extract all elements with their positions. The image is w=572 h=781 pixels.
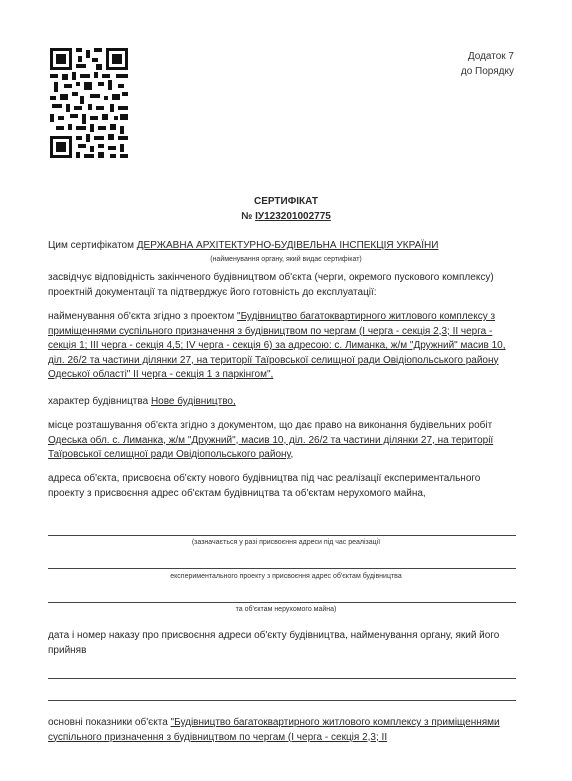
certificate-number: ІУ123201002775 xyxy=(255,211,331,222)
issuer-line xyxy=(48,240,438,251)
construction-type-value: Нове будівництво, xyxy=(150,396,236,407)
object-name-lead: найменування об'єкта згідно з проектом xyxy=(48,311,235,322)
number-prefix: № xyxy=(241,211,253,222)
order-rule-2 xyxy=(48,700,516,701)
object-name-value: "Будівництво багатоквартирного житлового комплексу з приміщеннями суспільного призначення з будівництвом по чергам (І черга - секція 2,3; ІІ черга - секція 1; ІІІ черга - секція 4,5; IV черга - секція 6) за адресою: с. Лиманка, ж/м "Дружний" масив 10, діл. 26/2 та частини ділянки 27, на території Таїровської селищної ради Овідіопольського району Одеської області" ІІ черга - секція 1 з паркінгом", xyxy=(48,311,506,380)
address-rule-1 xyxy=(48,535,516,536)
object-name-block xyxy=(48,310,518,383)
issuer-caption: (найменування органу, який видає сертифікат) xyxy=(210,256,362,263)
address-caption-3: та об'єктам нерухомого майна) xyxy=(235,606,337,613)
address-assigned-text: адреса об'єкта, присвоєна об'єкту нового будівництва під час реалізації експериментального проекту з присвоєння адрес об'єктам будівництва та об'єктам нерухомого майна, xyxy=(48,473,481,499)
address-rule-3 xyxy=(48,602,516,603)
appendix-label xyxy=(461,49,514,79)
appendix-line1: Додаток 7 xyxy=(467,51,514,62)
address-rule-2 xyxy=(48,568,516,569)
construction-type-lead: характер будівництва xyxy=(48,396,149,407)
qr-code xyxy=(50,48,128,158)
issuer-lead: Цим сертифікатом xyxy=(48,240,134,251)
location-block xyxy=(48,419,518,463)
confirms-text: засвідчує відповідність закінченого будівництвом об'єкта (черги, окремого пускового комплексу) проектній документації та підтверджує його готовність до експлуатації: xyxy=(48,272,494,298)
location-value: Одеська обл. с. Лиманка, ж/м "Дружний", масив 10, діл. 26/2 та частини ділянки 27, на території Таїровської селищної ради Овідіопольського району xyxy=(48,434,494,460)
address-caption-1: (зазначається у разі присвоєння адреси під час реалізації xyxy=(191,539,381,546)
construction-type-block xyxy=(48,395,518,410)
indicators-block xyxy=(48,716,518,745)
indicators-value: "Будівництво багатоквартирного житлового комплексу з приміщеннями суспільного призначення з будівництвом по чергам (І черга - секція 2,3; ІІ xyxy=(48,717,500,743)
order-rule-1 xyxy=(48,678,516,679)
certificate-title: СЕРТИФІКАТ xyxy=(254,196,318,207)
certificate-number-line xyxy=(0,211,572,222)
appendix-line2: до Порядку xyxy=(460,66,514,77)
location-lead: місце розташування об'єкта згідно з документом, що дає право на виконання будівельних робіт xyxy=(48,420,493,431)
address-caption-2: експериментального проекту з присвоєння адрес об'єктам будівництва xyxy=(170,573,402,580)
issuer-name: ДЕРЖАВНА АРХІТЕКТУРНО-БУДІВЕЛЬНА ІНСПЕКЦІЯ УКРАЇНИ xyxy=(136,240,439,251)
location-tail: , xyxy=(290,449,294,460)
indicators-lead: основні показники об'єкта xyxy=(48,717,168,728)
order-text: дата і номер наказу про присвоєння адреси об'єкту будівництва, найменування органу, який його прийняв xyxy=(48,630,500,656)
